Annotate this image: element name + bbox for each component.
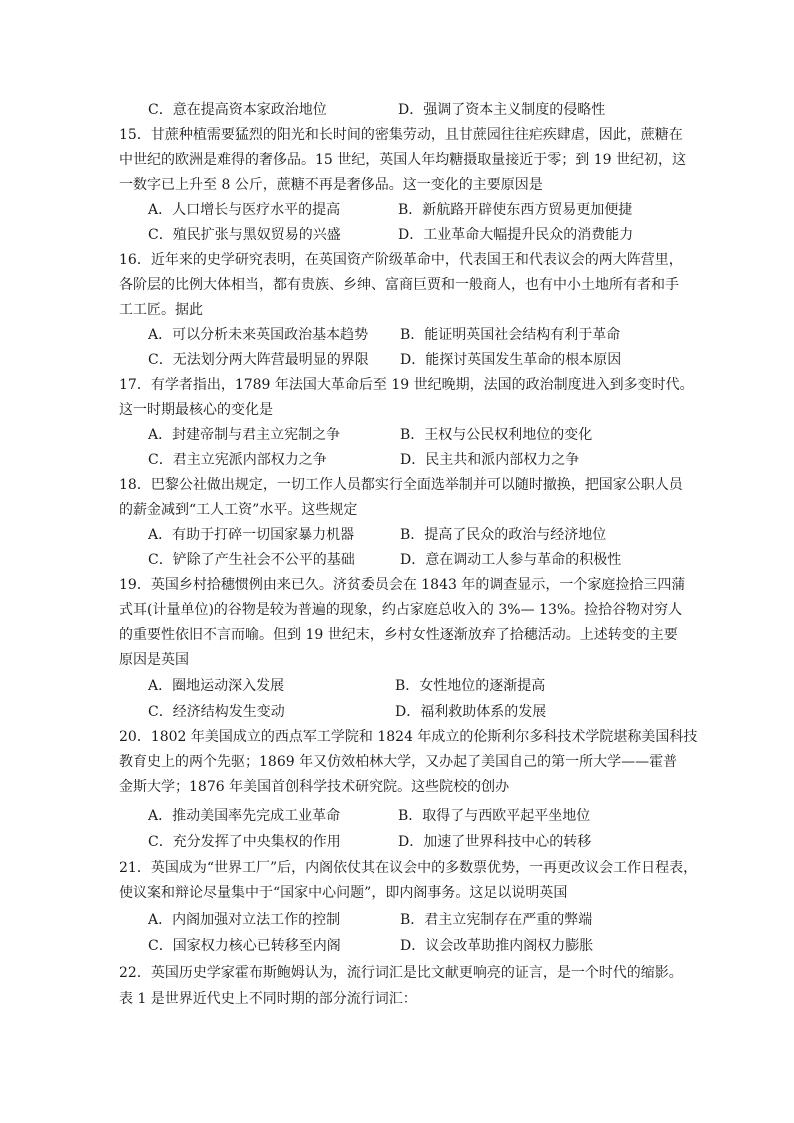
q18-options-row-ab	[0, 523, 794, 547]
q22-stem-line-1	[0, 961, 794, 985]
q21-stem-text: 使议案和辩论尽量集中于“国家中心问题”，即内阁事务。这足以说明英国	[119, 885, 568, 901]
q20-stem-text: 20．1802 年美国成立的西点军工学院和 1824 年成立的伦斯利尔多科技术学院堪称美国科技	[119, 729, 698, 745]
q14-options-row-cd	[0, 98, 794, 122]
q16-option-c: C．无法划分两大阵营最明显的界限	[148, 352, 369, 368]
q20-option-a: A．推动美国率先完成工业革命	[148, 808, 341, 824]
q17-stem-line-2	[0, 398, 794, 422]
q18-stem-line-1	[0, 473, 794, 497]
q19-stem-line-3	[0, 623, 794, 647]
q16-options-row-ab	[0, 323, 794, 347]
q15-option-d: D．工业革命大幅提升民众的消费能力	[398, 227, 634, 243]
q17-options-row-cd	[0, 448, 794, 472]
q19-options-row-cd	[0, 700, 794, 724]
q14-option-d: D．强调了资本主义制度的侵略性	[398, 102, 606, 118]
q20-option-d: D．加速了世界科技中心的转移	[398, 834, 592, 850]
q15-stem-line-2	[0, 148, 794, 172]
q16-stem-text: 工工匠。据此	[119, 302, 203, 318]
q21-option-a: A．内阁加强对立法工作的控制	[148, 912, 341, 928]
q21-option-b: B．君主立宪制存在严重的弊端	[400, 912, 593, 928]
q15-stem-text: 中世纪的欧洲是难得的奢侈品。15 世纪，英国人年均糖摄取量接近于零；到 19 世纪初，这	[119, 152, 686, 168]
q16-options-row-cd	[0, 348, 794, 372]
q21-option-d: D．议会改革助推内阁权力膨胀	[400, 938, 594, 954]
q17-stem-line-1	[0, 373, 794, 397]
q19-stem-text: 式耳(计量单位)的谷物是较为普遍的现象，约占家庭总收入的 3%— 13%。捡拾谷物对穷人	[119, 602, 683, 618]
q20-options-row-ab	[0, 804, 794, 828]
q17-stem-text: 17．有学者指出，1789 年法国大革命后至 19 世纪晚期，法国的政治制度进入到多变时代。	[119, 377, 694, 393]
q15-options-row-cd	[0, 223, 794, 247]
q18-option-d: D．意在调动工人参与革命的积极性	[400, 552, 622, 568]
q20-stem-line-3	[0, 775, 794, 799]
q19-stem-line-4	[0, 648, 794, 672]
q17-option-c: C．君主立宪派内部权力之争	[148, 452, 327, 468]
q15-stem-line-1	[0, 123, 794, 147]
q19-stem-text: 的重要性依旧不言而喻。但到 19 世纪末，乡村女性逐渐放弃了拾穗活动。上述转变的主要	[119, 627, 678, 643]
q19-stem-line-2	[0, 598, 794, 622]
q16-option-a: A．可以分析未来英国政治基本趋势	[148, 327, 369, 343]
q17-options-row-ab	[0, 423, 794, 447]
q22-stem-text: 22．英国历史学家霍布斯鲍姆认为，流行词汇是比文献更响亮的证言，是一个时代的缩影。	[119, 965, 683, 981]
q14-option-c: C．意在提高资本家政治地位	[148, 102, 327, 118]
q17-option-d: D．民主共和派内部权力之争	[400, 452, 580, 468]
q15-options-row-ab	[0, 198, 794, 222]
q16-stem-line-3	[0, 298, 794, 322]
q19-option-c: C．经济结构发生变动	[148, 704, 285, 720]
q21-options-row-cd	[0, 934, 794, 958]
q19-option-d: D．福利救助体系的发展	[395, 704, 547, 720]
q17-option-b: B．王权与公民权利地位的变化	[400, 427, 593, 443]
q18-option-b: B．提高了民众的政治与经济地位	[400, 527, 607, 543]
q17-option-a: A．封建帝制与君主立宪制之争	[148, 427, 341, 443]
q19-stem-line-1	[0, 573, 794, 597]
q19-options-row-ab	[0, 674, 794, 698]
q18-options-row-cd	[0, 548, 794, 572]
q20-stem-line-2	[0, 750, 794, 774]
q18-stem-text: 18．巴黎公社做出规定，一切工作人员都实行全面选举制并可以随时撤换，把国家公职人员	[119, 477, 683, 493]
q22-stem-line-2	[0, 987, 794, 1011]
q15-option-c: C．殖民扩张与黑奴贸易的兴盛	[148, 227, 341, 243]
q22-stem-text: 表 1 是世界近代史上不同时期的部分流行词汇：	[119, 991, 417, 1007]
q16-stem-text: 16．近年来的史学研究表明，在英国资产阶级革命中，代表国王和代表议会的两大阵营里，	[119, 252, 683, 268]
q16-option-d: D．能探讨英国发生革命的根本原因	[400, 352, 622, 368]
q18-option-c: C．铲除了产生社会不公平的基础	[148, 552, 355, 568]
q19-stem-text: 19．英国乡村拾穗惯例由来已久。济贫委员会在 1843 年的调查显示，一个家庭捡拾三四蒲	[119, 577, 686, 593]
q19-stem-text: 原因是英国	[119, 652, 189, 668]
q16-stem-line-1	[0, 248, 794, 272]
q20-stem-line-1	[0, 725, 794, 749]
q19-option-a: A．圈地运动深入发展	[148, 678, 285, 694]
q19-option-b: B．女性地位的逐渐提高	[395, 678, 546, 694]
q15-option-a: A．人口增长与医疗水平的提高	[148, 202, 341, 218]
q20-stem-text: 金斯大学；1876 年美国首创科学技术研究院。这些院校的创办	[119, 779, 510, 795]
q18-stem-text: 的薪金减到“工人工资”水平。这些规定	[119, 502, 358, 518]
q20-stem-text: 教育史上的两个先驱；1869 年又仿效柏林大学，又办起了美国自己的第一所大学——霍普	[119, 754, 678, 770]
q15-stem-line-3	[0, 173, 794, 197]
q16-option-b: B．能证明英国社会结构有利于革命	[400, 327, 621, 343]
q18-option-a: A．有助于打碎一切国家暴力机器	[148, 527, 355, 543]
q18-stem-line-2	[0, 498, 794, 522]
q21-stem-line-2	[0, 881, 794, 905]
q16-stem-text: 各阶层的比例大体相当，都有贵族、乡绅、富商巨贾和一般商人，也有中小土地所有者和手	[119, 277, 679, 293]
q20-option-b: B．取得了与西欧平起平坐地位	[398, 808, 591, 824]
q20-option-c: C．充分发挥了中央集权的作用	[148, 834, 341, 850]
q15-option-b: B．新航路开辟使东西方贸易更加便捷	[398, 202, 633, 218]
q21-stem-text: 21．英国成为“世界工厂”后，内阁依仗其在议会中的多数票优势，一再更改议会工作日程表，	[119, 860, 698, 876]
q15-stem-text: 15．甘蔗种植需要猛烈的阳光和长时间的密集劳动，且甘蔗园往往疟疾肆虐，因此，蔗糖在	[119, 127, 683, 143]
q21-option-c: C．国家权力核心已转移至内阁	[148, 938, 341, 954]
q21-options-row-ab	[0, 908, 794, 932]
q16-stem-line-2	[0, 273, 794, 297]
q20-options-row-cd	[0, 830, 794, 854]
q17-stem-text: 这一时期最核心的变化是	[119, 402, 273, 418]
q15-stem-text: 一数字已上升至 8 公斤，蔗糖不再是奢侈品。这一变化的主要原因是	[119, 177, 543, 193]
q21-stem-line-1	[0, 856, 794, 880]
